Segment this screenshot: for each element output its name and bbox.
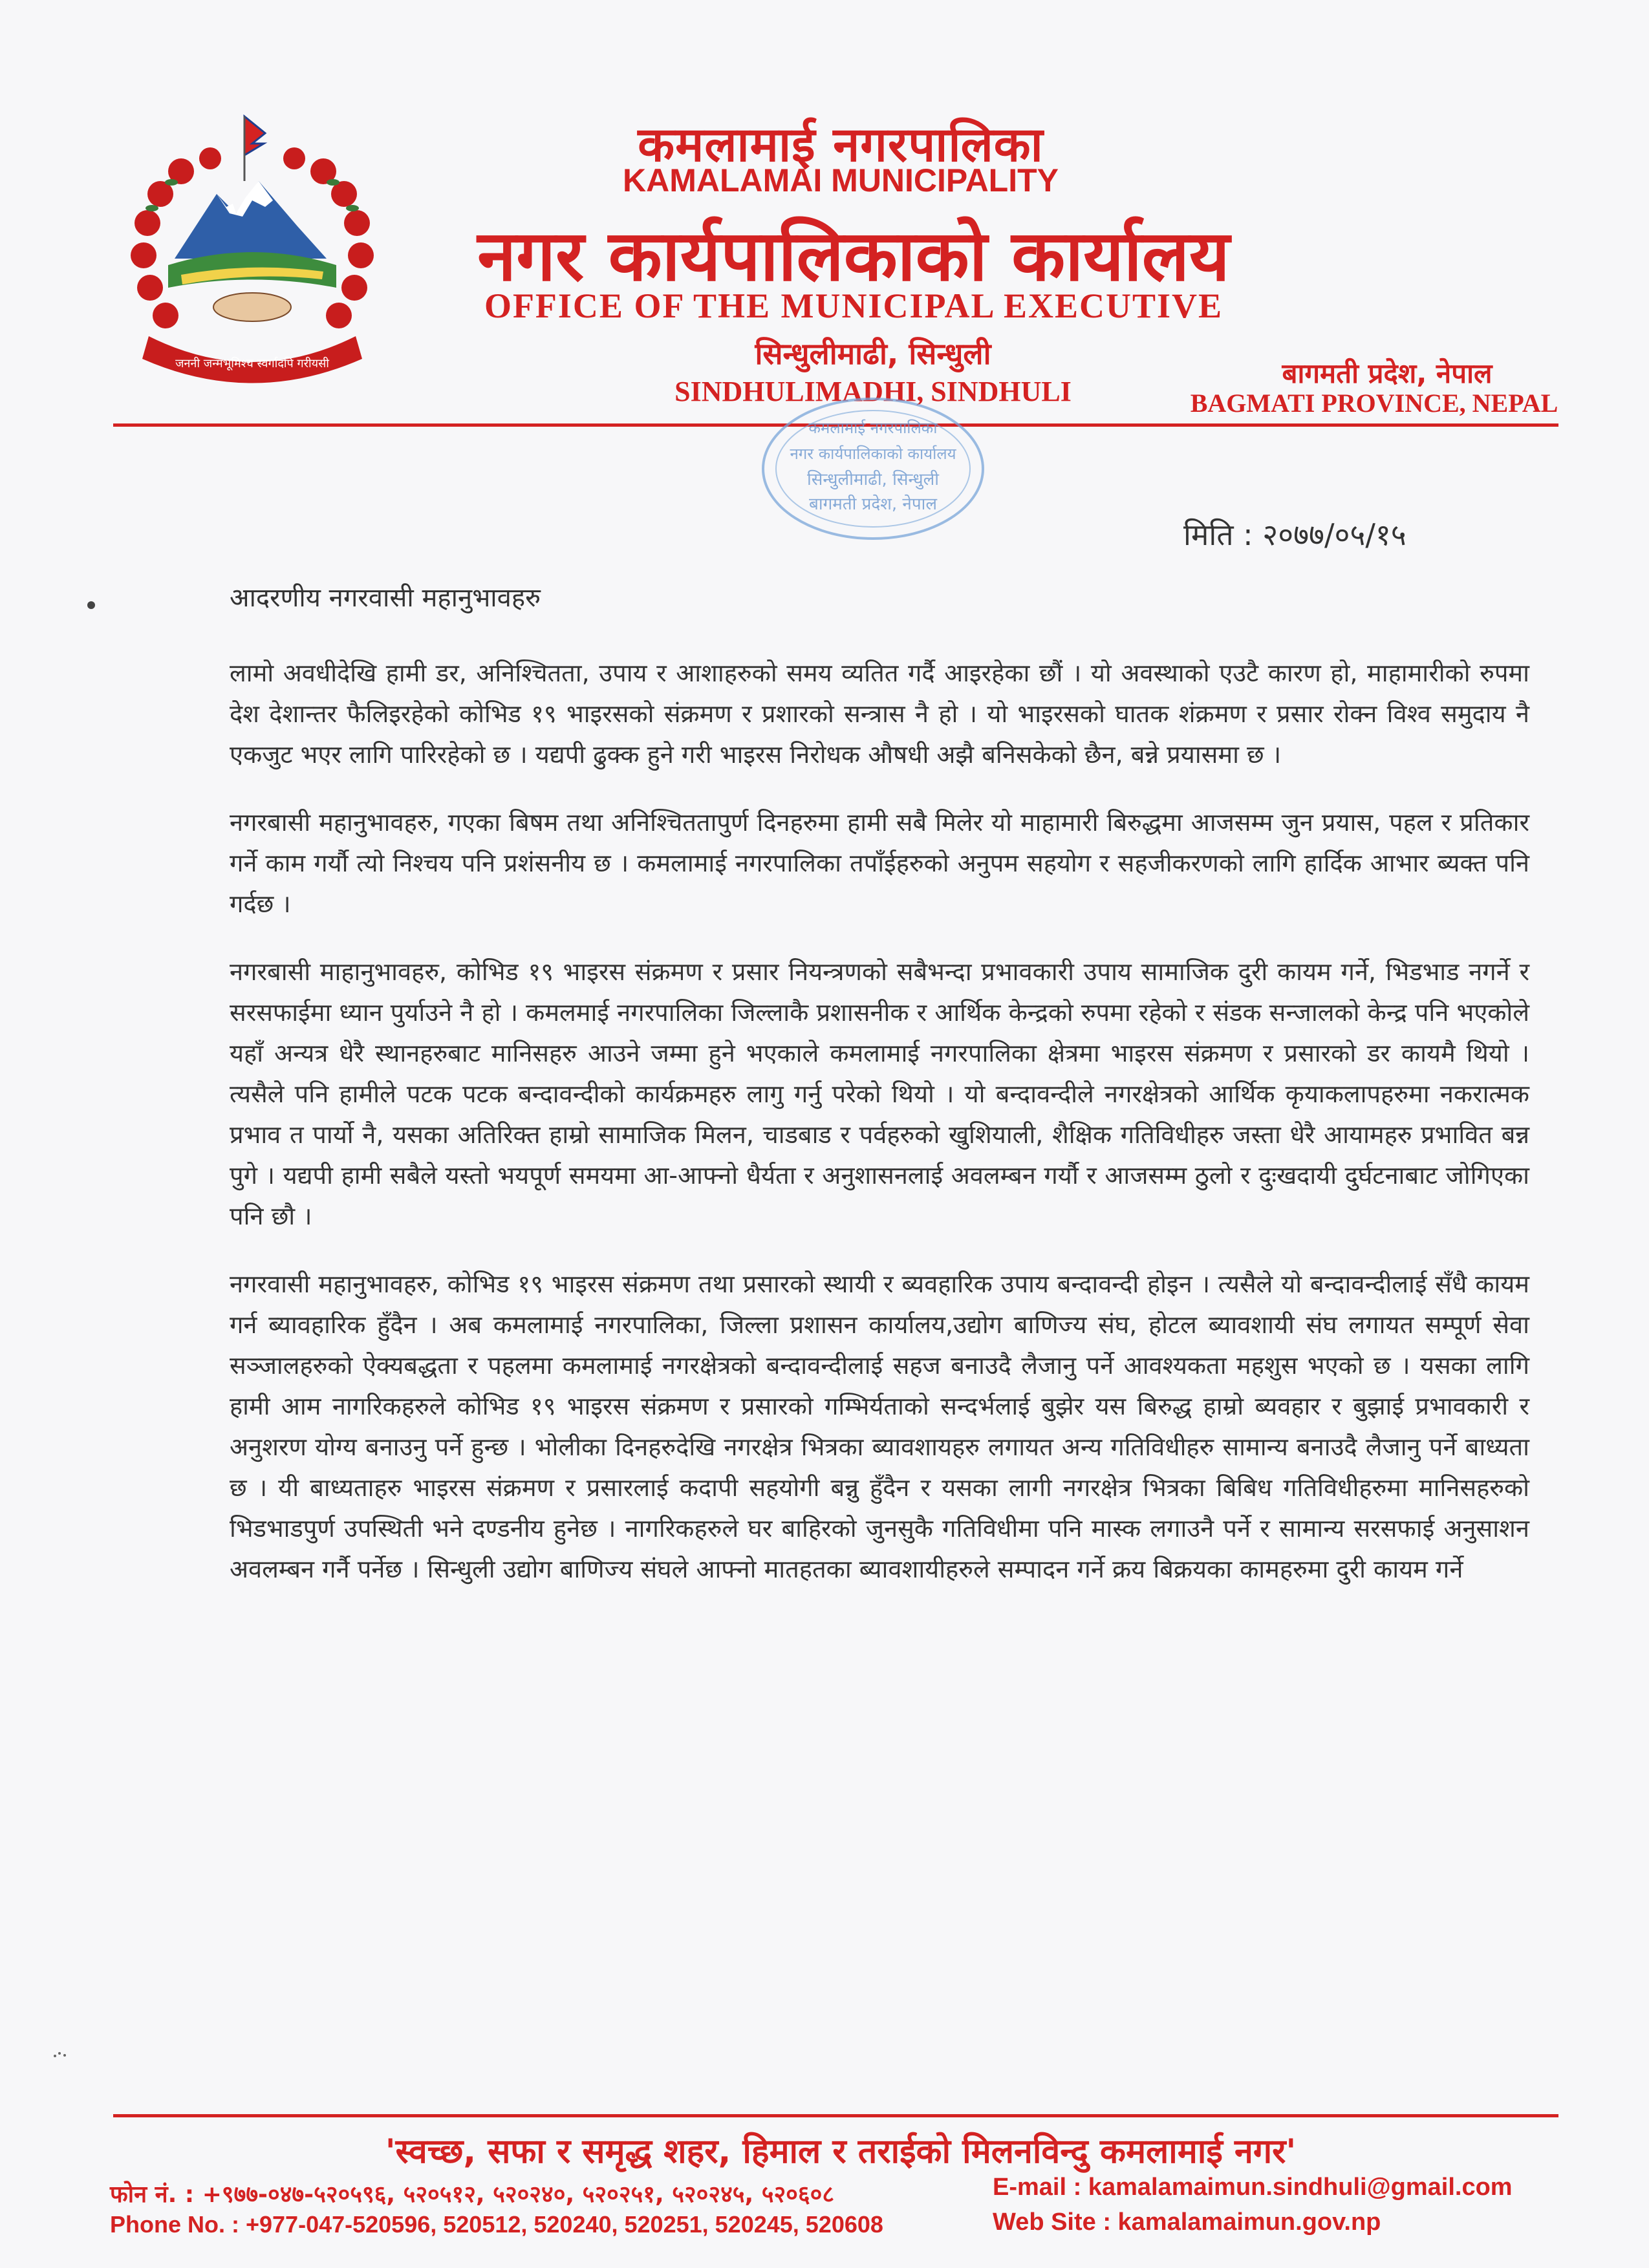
email-address: E-mail : kamalamaimun.sindhuli@gmail.com bbox=[993, 2174, 1513, 2201]
office-name-en: OFFICE OF THE MUNICIPAL EXECUTIVE bbox=[484, 286, 1223, 325]
paragraph: नगरवासी महानुभावहरु, कोभिड १९ भाइरस संक्रमण तथा प्रसारको स्थायी र ब्यवहारिक उपाय बन्दावन्दी होइन । त्यसैले यो बन्दावन्दीलाई सँधै कायम गर्न ब्यावहारिक हुँदैन । अब कमलामाई नगरपालिका, जिल्ला प्रशासन कार्यालय,उद्योग बाणिज्य संघ, होटल ब्यावशायी संघ लगायत सम्पूर्ण सेवा सञ्जालहरुको ऐक्यबद्धता र पहलमा कमलामाई नगरक्षेत्रको बन्दावन्दीलाई सहज बनाउदै लैजानु पर्ने आवश्यकता महशुस भएको छ । यसका लागि हामी आम नागरिकहरुले कोभिड १९ भाइरस संक्रमण र प्रसारको गम्भिर्यताको सन्दर्भलाई बुझेर यस बिरुद्ध हाम्रो ब्यवहार र बुझाई प्रभावकारी र अनुशरण योग्य बनाउनु पर्ने हुन्छ । भोलीका दिनहरुदेखि नगरक्षेत्र भित्रका ब्यावशायहरु लगायत अन्य गतिविधीहरु सामान्य बनाउदै लैजानु पर्ने बाध्यता छ । यी बाध्यताहरु भाइरस संक्रमण र प्रसारलाई कदापी सहयोगी बन्नु हुँदैन र यसका लागी नगरक्षेत्र भित्रका बिबिध गतिविधीहरुमा मानिसहरुको भिडभाडपुर्ण उपस्थिती भने दण्डनीय हुनेछ । नागरिकहरुले घर बाहिरको जुनसुकै गतिविधीमा पनि मास्क लगाउनै पर्ने र सामान्य सरसफाई अनुसाशन अवलम्बन गर्नै पर्नेछ । सिन्धुली उद्योग बाणिज्य संघले आफ्नो मातहतका ब्यावशायीहरुले सम्पादन गर्ने क्रय बिक्रयका कामहरुमा दुरी कायम गर्ने bbox=[230, 1270, 1529, 1583]
stamp-line-3: सिन्धुलीमाढी, सिन्धुली bbox=[807, 470, 939, 489]
office-stamp-icon bbox=[757, 394, 989, 543]
letter-date: मिति : २०७७/०५/१५ bbox=[1183, 517, 1406, 552]
office-name-np: नगर कार्यपालिकाको कार्यालय bbox=[477, 216, 1230, 297]
location-np: सिन्धुलीमाढी, सिन्धुली bbox=[755, 336, 991, 371]
paragraph: लामो अवधीदेखि हामी डर, अनिश्चितता, उपाय र आशाहरुको समय व्यतित गर्दै आइरहेका छौं । यो अवस्थाको एउटै कारण हो, माहामारीको रुपमा देश देशान्तर फैलिइरहेको कोभिड १९ भाइरसको संक्रमण र प्रशारको सन्त्रास नै हो । यो भाइरसको घातक शंक्रमण र प्रसार रोक्न विश्व समुदाय नै एकजुट भएर लागि पारिरहेको छ । यद्यपी ढुक्क हुने गरी भाइरस निरोधक औषधी अझै बनिसकेको छैन, बन्ने प्रयासमा छ । bbox=[230, 659, 1529, 769]
province-np: बागमती प्रदेश, नेपाल bbox=[1282, 358, 1493, 389]
stamp-line-1: कमलामाई नगरपालिका bbox=[808, 419, 938, 437]
salutation: आदरणीय नगरवासी महानुभावहरु bbox=[230, 583, 541, 613]
paragraph: नगरबासी माहानुभावहरु, कोभिड १९ भाइरस संक्रमण र प्रसार नियन्त्रणको सबैभन्दा प्रभावकारी उपाय सामाजिक दुरी कायम गर्ने, भिडभाड नगर्ने र सरसफाईमा ध्यान पुर्याउने नै हो । कमलमाई नगरपालिका जिल्लाकै प्रशासनीक र आर्थिक केन्द्रको रुपमा रहेको र संडक सन्जालको केन्द्र पनि भएकोले यहाँ अन्यत्र धेरै स्थानहरुबाट मानिसहरु आउने जम्मा हुने भएकाले कमलामाई नगरपालिका क्षेत्रमा भाइरस संक्रमण र प्रसारको डर कायमै थियो । त्यसैले पनि हामीले पटक पटक बन्दावन्दीको कार्यक्रमहरु लागु गर्नु परेको थियो । यो बन्दावन्दीले नगरक्षेत्रको आर्थिक कृयाकलापहरुमा नकरात्मक प्रभाव त पार्यो नै, यसका अतिरिक्त हाम्रो सामाजिक मिलन, चाडबाड र पर्वहरुको खुशियाली, शैक्षिक गतिविधीहरु जस्ता धेरै आयामहरु प्रभावित बन्न पुगे । यद्यपी हामी सबैले यस्तो भयपूर्ण समयमा आ-आफ्नो धैर्यता र अनुशासनलाई अवलम्बन गर्यौ र आजसम्म ठुलो र दुःखदायी दुर्घटनाबाट जोगिएका पनि छौ । bbox=[230, 957, 1529, 1230]
municipality-name-np: कमलामाई नगरपालिका bbox=[638, 117, 1044, 173]
website-address: Web Site : kamalamaimun.gov.np bbox=[993, 2209, 1381, 2236]
municipality-slogan: 'स्वच्छ, सफा र समृद्ध शहर, हिमाल र तराईको मिलनविन्दु कमलामाई नगर' bbox=[385, 2132, 1297, 2171]
letter-body bbox=[230, 653, 1529, 1617]
stamp-line-2: नगर कार्यपालिकाको कार्यालय bbox=[790, 445, 956, 463]
paragraph: नगरबासी महानुभावहरु, गएका बिषम तथा अनिश्चिततापुर्ण दिनहरुमा हामी सबै मिलेर यो माहामारी बिरुद्धमा आजसम्म जुन प्रयास, पहल र प्रतिकार गर्ने काम गर्यौ त्यो निश्चय पनि प्रशंसनीय छ । कमलामाई नगरपालिका तपाँईहरुको अनुपम सहयोग र सहजीकरणको लागि हार्दिक आभार ब्यक्त पनि गर्दछ । bbox=[230, 808, 1529, 918]
province-en: BAGMATI PROVINCE, NEPAL bbox=[1190, 389, 1558, 418]
ink-speck-icon bbox=[52, 2049, 70, 2060]
emblem-motto: जननी जन्मभूमिश्च स्वर्गादपि गरीयसी bbox=[175, 357, 329, 370]
nepal-emblem-icon bbox=[103, 110, 401, 388]
location-en: SINDHULIMADHI, SINDHULI bbox=[674, 376, 1072, 407]
phone-numbers-np: फोन नं. : +९७७-०४७-५२०५९६, ५२०५१२, ५२०२४०, ५२०२५१, ५२०२४५, ५२०६०८ bbox=[110, 2181, 835, 2208]
footer-divider bbox=[113, 2114, 1558, 2117]
margin-dot bbox=[87, 601, 95, 609]
municipality-name-en: KAMALAMAI MUNICIPALITY bbox=[623, 162, 1059, 198]
stamp-line-4: बागमती प्रदेश, नेपाल bbox=[809, 495, 937, 514]
phone-numbers-en: Phone No. : +977-047-520596, 520512, 520240, 520251, 520245, 520608 bbox=[110, 2211, 883, 2238]
